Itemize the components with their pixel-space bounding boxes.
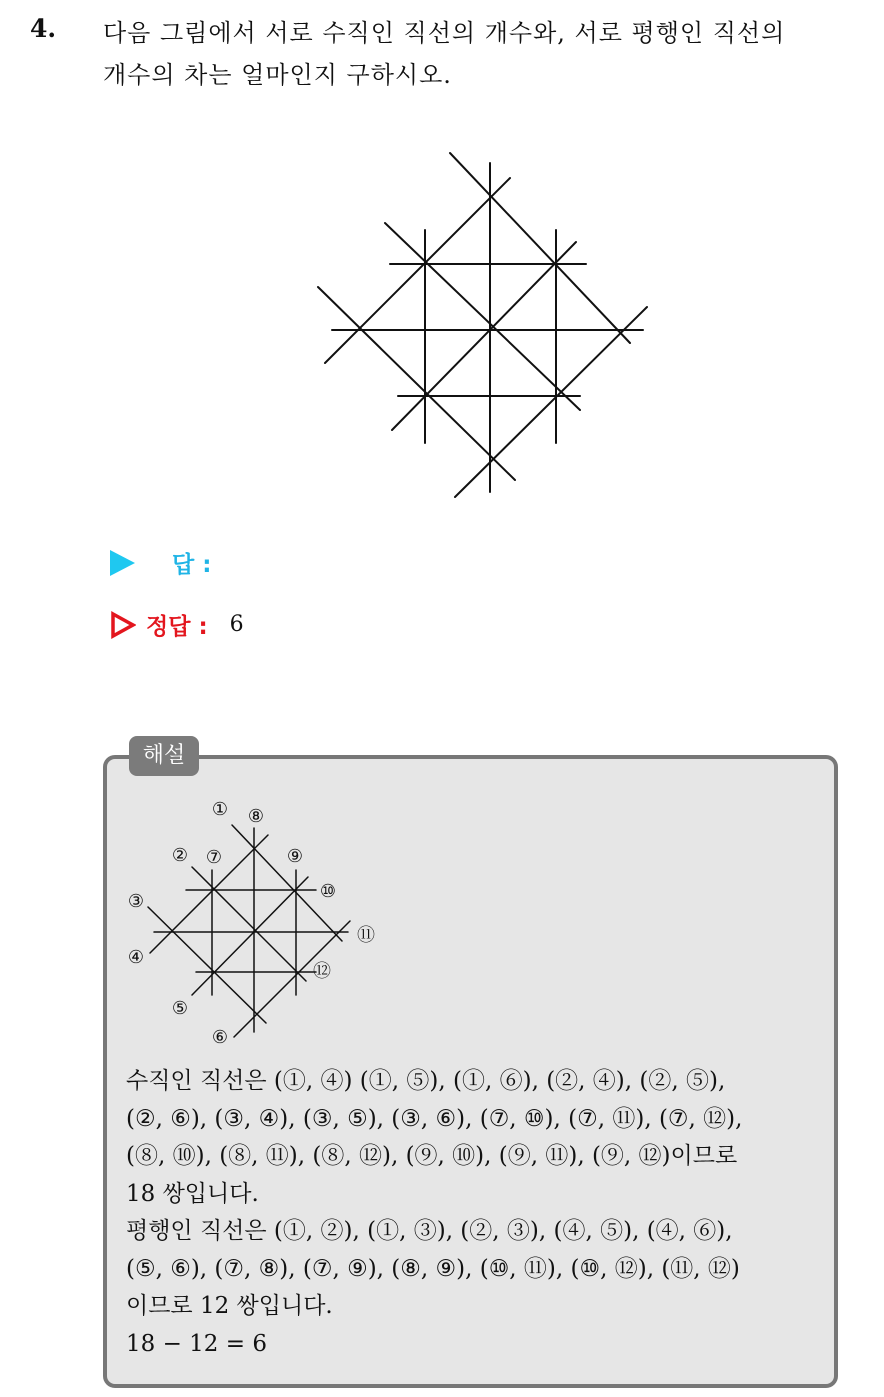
explanation-line: 평행인 직선은 (①, ②), (①, ③), (②, ③), (④, ⑤), (④, ⑥), (126, 1218, 733, 1244)
correct-answer-label: 정답 : (146, 614, 208, 640)
question-line: 다음 그림에서 서로 수직인 직선의 개수와, 서로 평행인 직선의 (103, 19, 786, 47)
explanation-line: 수직인 직선은 (①, ④) (①, ⑤), (①, ⑥), (②, ④), (②, ⑤), (126, 1068, 726, 1094)
line-label: ⑥ (211, 1027, 229, 1048)
figure-line (148, 907, 266, 1023)
explanation-line: (⑤, ⑥), (⑦, ⑧), (⑦, ⑨), (⑧, ⑨), (⑩, ⑪), (⑩, ⑫), (⑪, ⑫) (126, 1255, 740, 1282)
line-label: ⑦ (205, 847, 223, 868)
line-label: ⑪ (357, 925, 375, 946)
line-label: ③ (127, 891, 145, 912)
line-label: ② (171, 845, 189, 866)
explanation-tag: 해설 (129, 736, 199, 776)
correct-answer-value: 6 (229, 612, 244, 637)
figure-line (450, 153, 630, 343)
figure-line (392, 242, 576, 430)
question-number: 4. (30, 14, 57, 43)
question-line: 개수의 차는 얼마인지 구하시오. (103, 61, 452, 89)
answer-row (110, 546, 211, 579)
line-figure (310, 145, 650, 505)
explanation-line: (②, ⑥), (③, ④), (③, ⑤), (③, ⑥), (⑦, ⑩), (⑦, ⑪), (⑦, ⑫), (126, 1105, 743, 1132)
correct-answer-row (110, 608, 244, 641)
line-label: ④ (127, 947, 145, 968)
answer-label: 답 : (172, 552, 212, 578)
explanation-line: 18 쌍입니다. (126, 1180, 259, 1207)
line-label: ① (211, 799, 229, 820)
line-label: ⑧ (247, 806, 265, 827)
explanation-line: 이므로 12 쌍입니다. (126, 1293, 333, 1319)
play-arrow-icon (110, 550, 135, 576)
explanation-text (126, 1063, 826, 1363)
figure-line (318, 287, 515, 480)
line-label: ⑨ (286, 846, 304, 867)
figure-line (234, 921, 350, 1037)
explanation-line: 18 − 12 = 6 (126, 1330, 267, 1357)
question-text (103, 12, 863, 96)
explanation-line: (⑧, ⑩), (⑧, ⑪), (⑧, ⑫), (⑨, ⑩), (⑨, ⑪), (⑨, ⑫)이므로 (126, 1143, 738, 1169)
line-label: ⑤ (171, 998, 189, 1019)
play-outline-icon (110, 611, 136, 639)
figure-line (192, 877, 308, 995)
figure-line (325, 178, 510, 363)
line-label: ⑫ (313, 961, 331, 982)
line-label: ⑩ (319, 881, 337, 902)
labeled-line-figure (120, 795, 390, 1050)
